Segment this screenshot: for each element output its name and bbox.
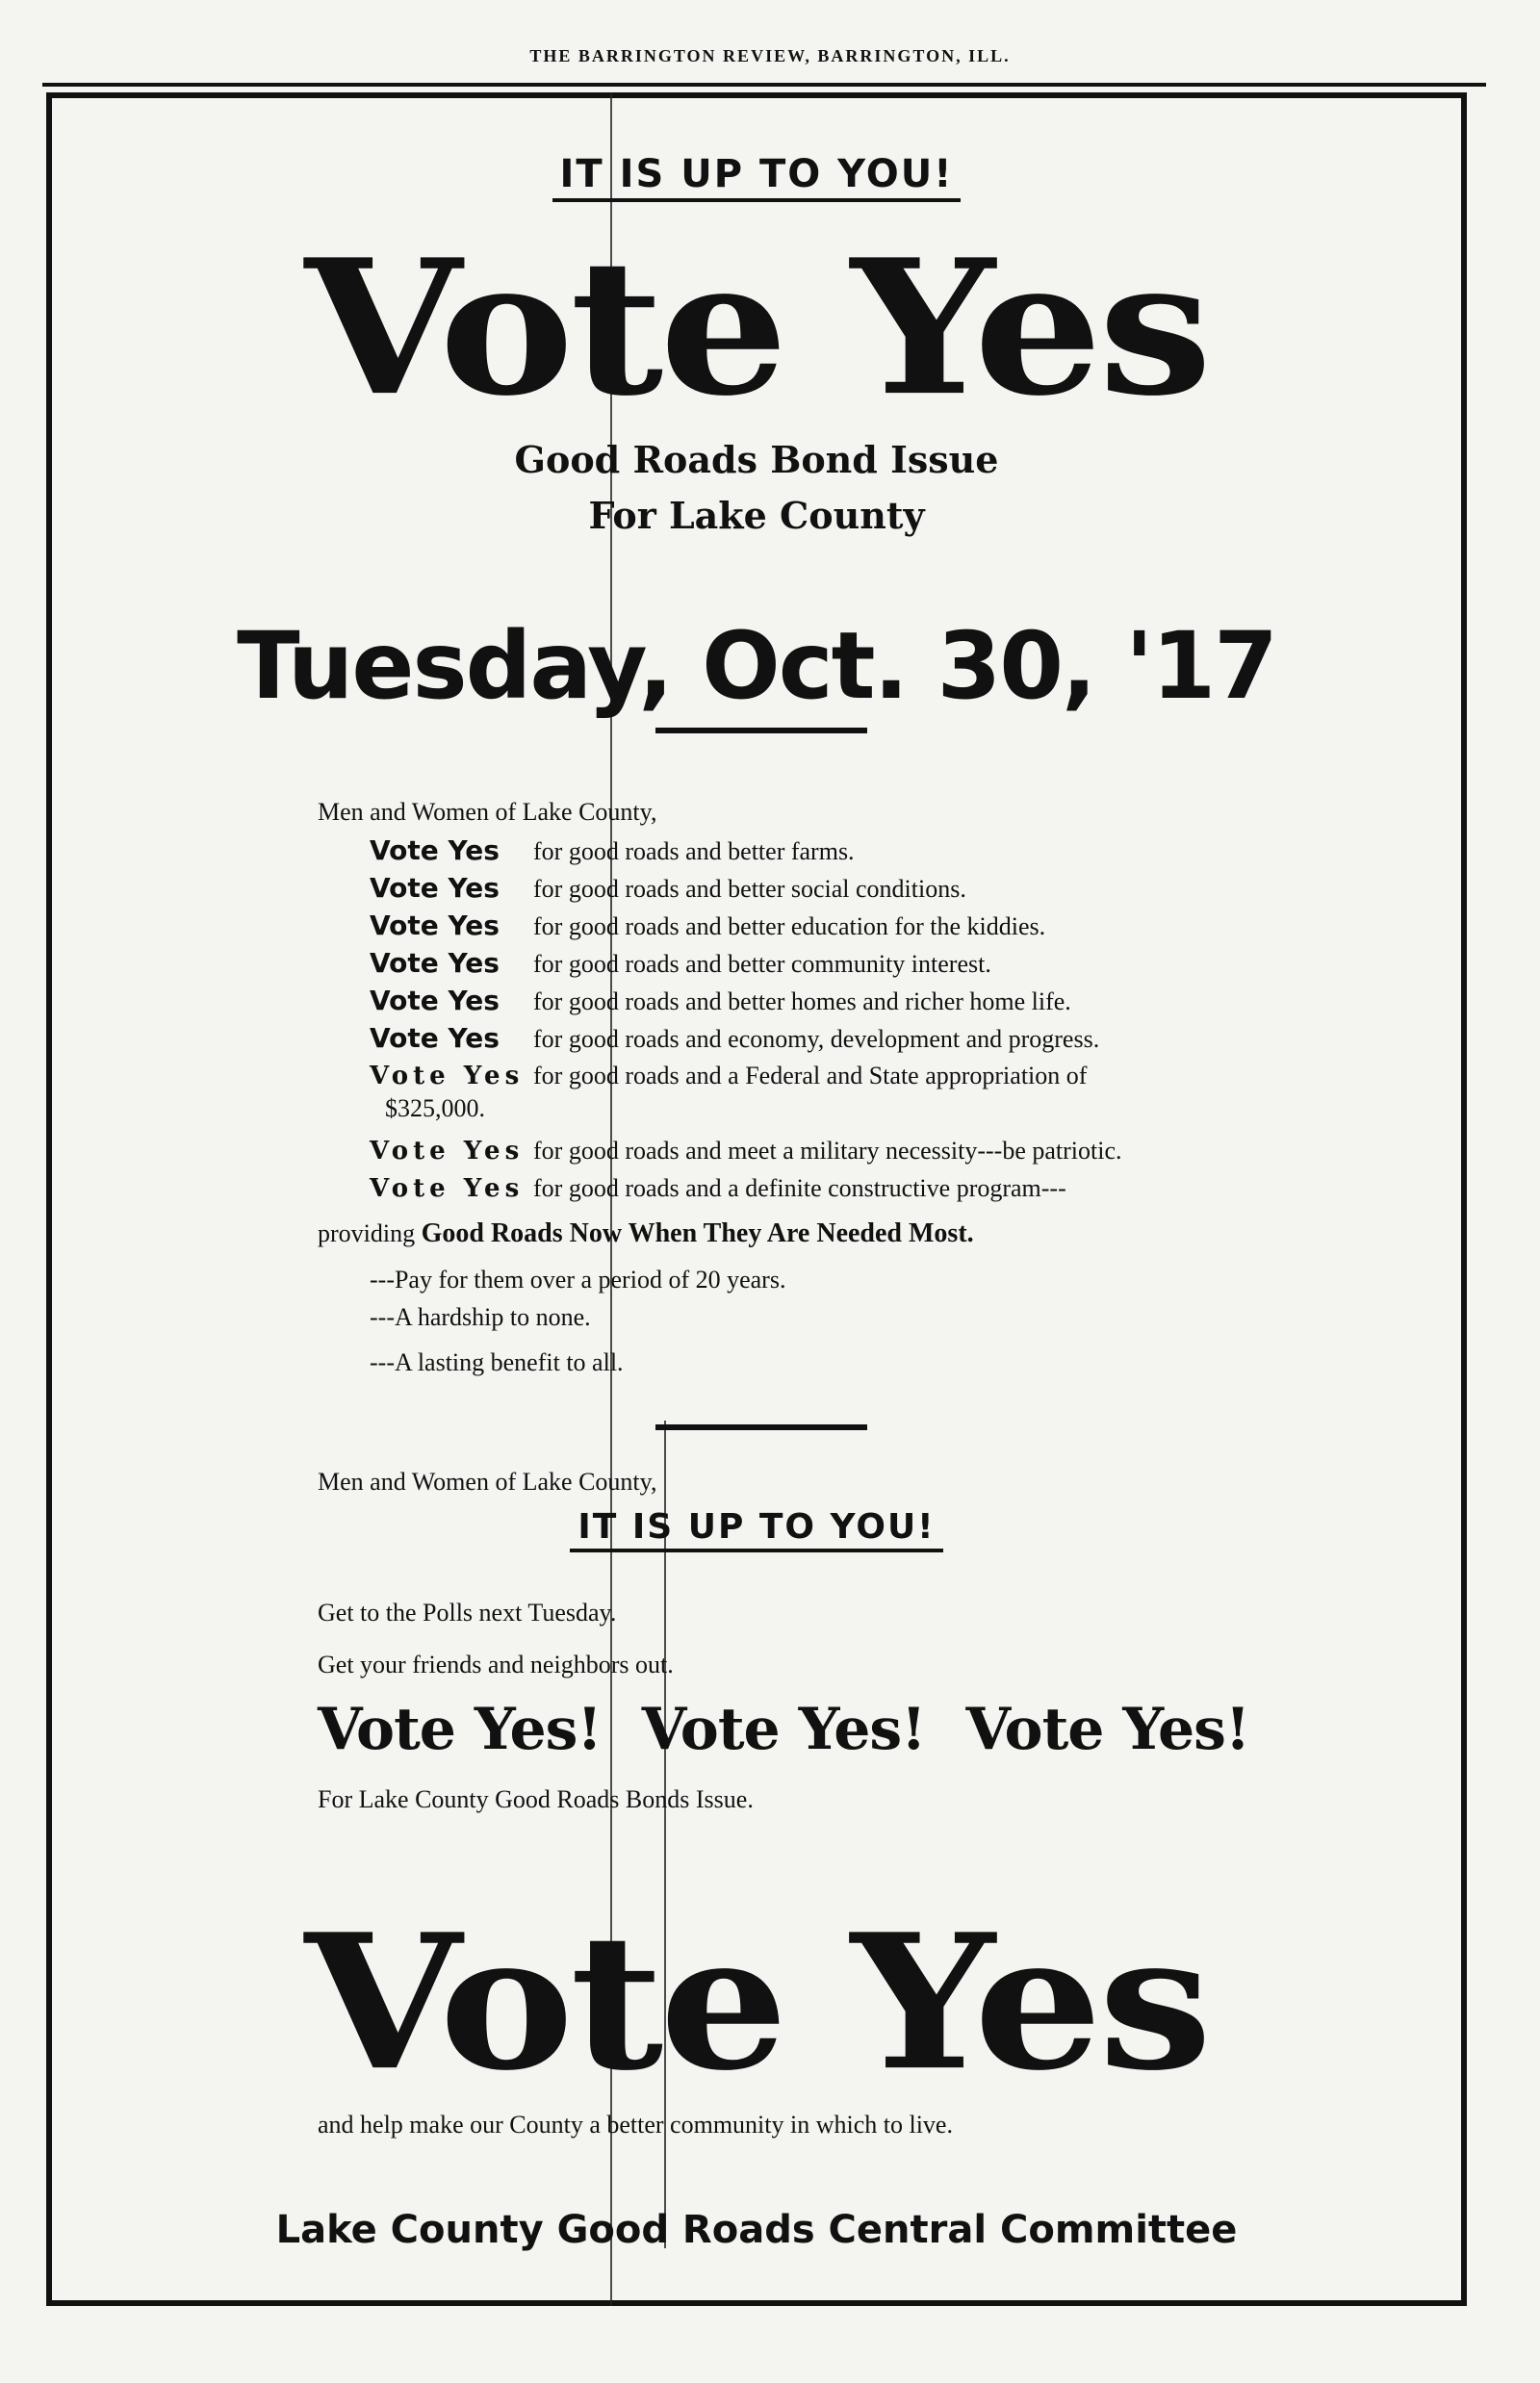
masthead: THE BARRINGTON REVIEW, BARRINGTON, ILL. (529, 46, 1011, 65)
reason-text: for good roads and better education for the kiddies. (533, 912, 1046, 940)
vote-yes-exclaim: Vote Yes! (641, 1696, 926, 1763)
vote-yes-headline: Vote Yes (304, 218, 1209, 438)
reason-lead: Vote Yes (370, 1174, 525, 1203)
reason-line (370, 1019, 1099, 1058)
reason-line (370, 1169, 1066, 1208)
reason-lead: Vote Yes (370, 947, 500, 979)
point-line: ---A lasting benefit to all. (370, 1348, 624, 1376)
vote-yes-row (318, 1696, 1290, 1763)
election-date: Tuesday, Oct. 30, '17 (237, 612, 1276, 720)
reason-lead: Vote Yes (370, 985, 500, 1016)
reason-text: for good roads and economy, development and progress. (533, 1025, 1100, 1053)
reason-text: for good roads and meet a military necessity---be patriotic. (533, 1137, 1122, 1165)
point-line: ---A hardship to none. (370, 1303, 591, 1331)
salutation-2: Men and Women of Lake County, (318, 1468, 657, 1496)
vote-yes-exclaim: Vote Yes! (965, 1696, 1250, 1763)
reason-line (370, 869, 966, 908)
headline-mid-wrap (46, 1507, 1467, 1552)
providing-line (318, 1215, 974, 1252)
headline-mid: IT IS UP TO YOU! (570, 1507, 942, 1552)
vote-yes-exclaim: Vote Yes! (318, 1696, 602, 1763)
reason-text: for good roads and better social conditions. (533, 875, 966, 903)
point-line: ---Pay for them over a period of 20 years. (370, 1266, 786, 1294)
reason-text: for good roads and better farms. (533, 837, 855, 865)
reason-lead: Vote Yes (370, 1022, 500, 1054)
committee-signature: Lake County Good Roads Central Committee (275, 2208, 1238, 2252)
reason-line (370, 982, 1071, 1020)
reason-text: for good roads and better community interest. (533, 950, 991, 978)
salutation: Men and Women of Lake County, (318, 798, 657, 826)
subhead-county: For Lake County (588, 494, 925, 537)
reason-line (370, 1132, 1122, 1170)
reason-lead: Vote Yes (370, 834, 500, 866)
top-rule (42, 83, 1486, 87)
neighbors-line: Get your friends and neighbors out. (318, 1651, 674, 1678)
providing-bold: Good Roads Now When They Are Needed Most. (421, 1218, 974, 1248)
divider (655, 1424, 867, 1430)
reason-text: for good roads and a Federal and State appropriation of (533, 1062, 1088, 1089)
reason-line (370, 832, 855, 870)
closing-line: and help make our County a better community in which to live. (318, 2111, 953, 2139)
advertisement (46, 92, 1467, 2306)
reason-line (370, 944, 991, 983)
bonds-issue-line: For Lake County Good Roads Bonds Issue. (318, 1785, 754, 1813)
reason-text: for good roads and better homes and richer home life. (533, 987, 1071, 1015)
reason-lead: Vote Yes (370, 1137, 525, 1166)
reason-text: for good roads and a definite constructive program--- (533, 1174, 1066, 1202)
reason-lead: Vote Yes (370, 872, 500, 904)
headline-top-wrap (46, 152, 1467, 202)
reason-lead: Vote Yes (370, 910, 500, 941)
polls-line: Get to the Polls next Tuesday. (318, 1599, 617, 1627)
reason-line (370, 907, 1045, 945)
divider (655, 728, 867, 733)
providing-lead: providing (318, 1219, 416, 1247)
vote-yes-bottom: Vote Yes (304, 1892, 1209, 2113)
headline-top: IT IS UP TO YOU! (552, 152, 962, 202)
reason-lead: Vote Yes (370, 1062, 525, 1090)
reason-continuation: $325,000. (385, 1094, 485, 1122)
subhead-bond-issue: Good Roads Bond Issue (514, 438, 999, 481)
